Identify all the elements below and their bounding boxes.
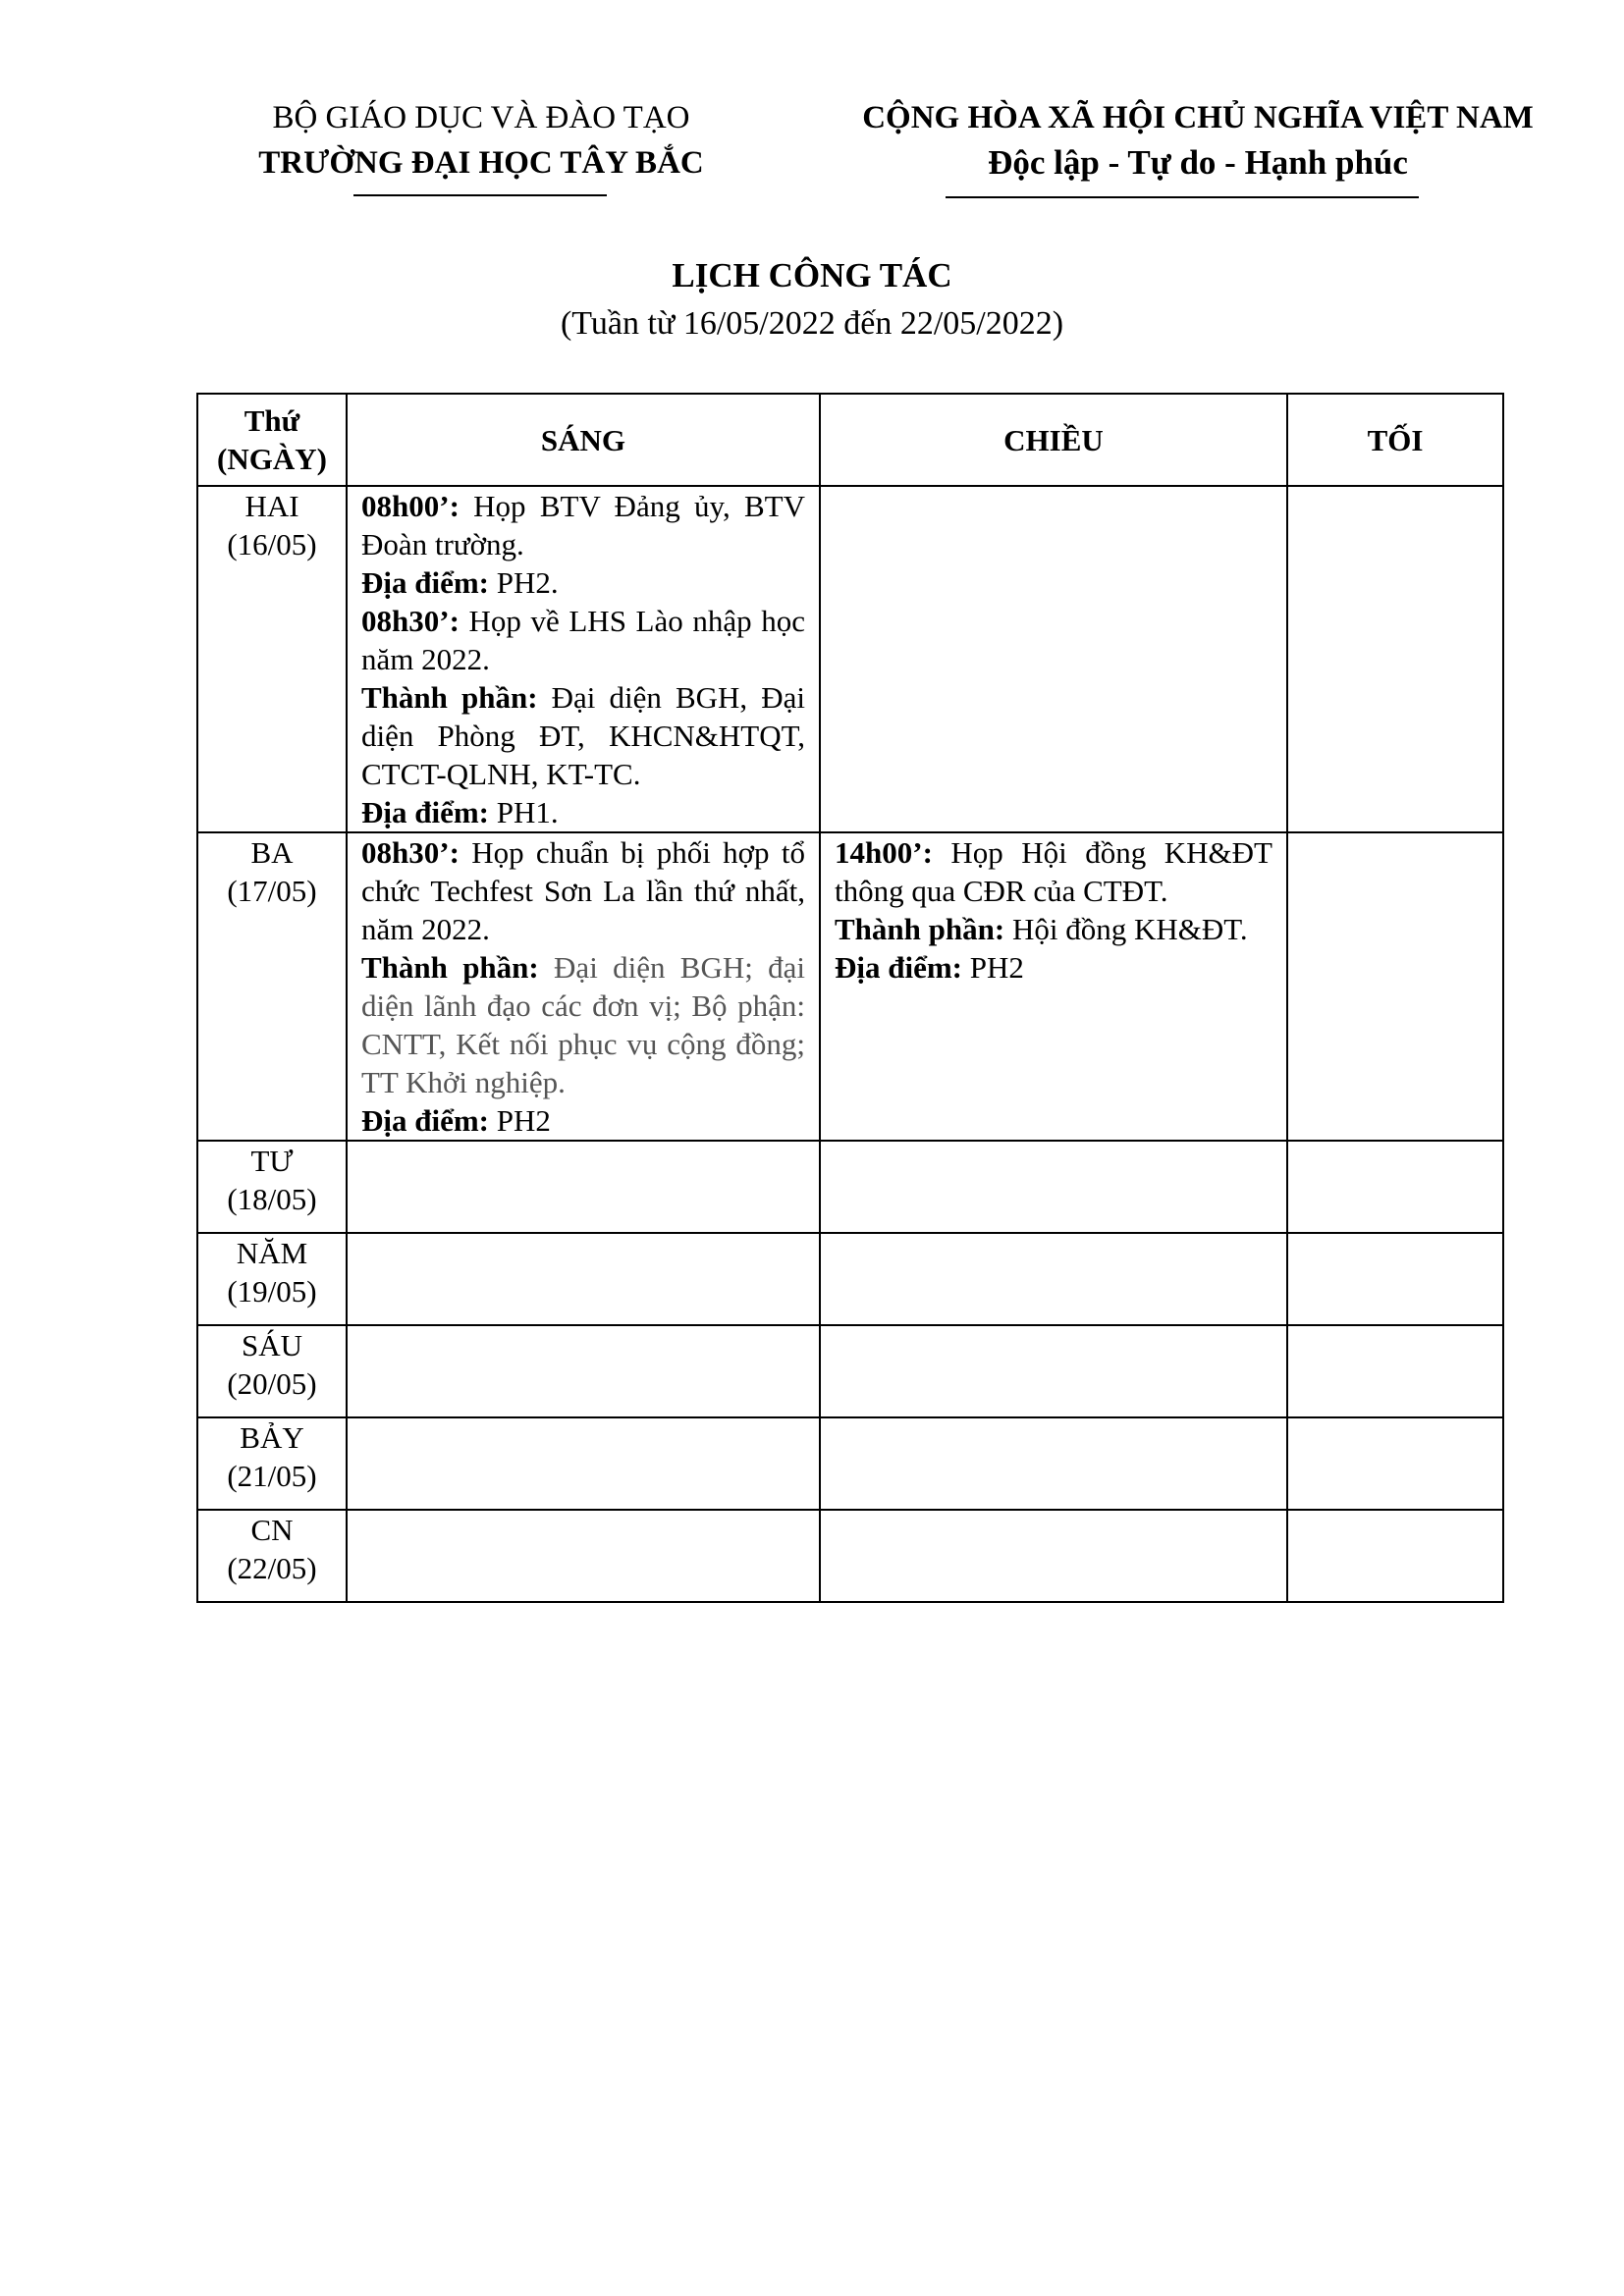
participants-value: Đại diện BGH, Đại diện Phòng ĐT, KHCN&HTQT, CTCT-QLNH, KT-TC. bbox=[361, 680, 806, 791]
afternoon-cell bbox=[820, 1325, 1287, 1417]
location-value: PH1. bbox=[489, 795, 559, 829]
schedule-table bbox=[196, 393, 1504, 1603]
header-date-label: (NGÀY) bbox=[217, 442, 327, 476]
day-name: TƯ bbox=[250, 1144, 294, 1178]
day-name: BA bbox=[250, 835, 294, 870]
national-motto: Độc lập - Tự do - Hạnh phúc bbox=[988, 143, 1408, 182]
location-label: Địa điểm: bbox=[361, 565, 490, 600]
table-row bbox=[197, 1233, 1503, 1325]
day-date: (17/05) bbox=[227, 874, 317, 908]
event-time: 08h30’: bbox=[361, 604, 460, 638]
evening-cell bbox=[1287, 1233, 1503, 1325]
table-row bbox=[197, 1510, 1503, 1602]
event-time: 08h00’: bbox=[361, 489, 460, 523]
event-location bbox=[361, 1101, 805, 1140]
event-time: 14h00’: bbox=[835, 835, 933, 870]
day-cell bbox=[197, 1417, 347, 1510]
page-title: LỊCH CÔNG TÁC bbox=[672, 256, 952, 294]
participants-label: Thành phần: bbox=[361, 950, 539, 985]
event-location bbox=[361, 793, 805, 831]
university-underline bbox=[353, 194, 607, 196]
national-header bbox=[815, 96, 1581, 187]
evening-cell bbox=[1287, 832, 1503, 1141]
afternoon-cell bbox=[820, 1233, 1287, 1325]
event-participants bbox=[835, 910, 1272, 948]
ministry-header bbox=[196, 96, 766, 187]
country-name: CỘNG HÒA XÃ HỘI CHỦ NGHĨA VIỆT NAM bbox=[862, 100, 1534, 135]
evening-cell bbox=[1287, 1141, 1503, 1233]
event-entry bbox=[361, 602, 805, 678]
day-name: HAI bbox=[244, 489, 299, 523]
location-label: Địa điểm: bbox=[361, 1103, 490, 1138]
afternoon-cell bbox=[820, 486, 1287, 832]
motto-underline bbox=[946, 196, 1419, 198]
afternoon-cell bbox=[820, 832, 1287, 1141]
participants-value: Hội đồng KH&ĐT. bbox=[1004, 912, 1248, 946]
day-date: (18/05) bbox=[227, 1182, 317, 1216]
header-day-label: Thứ bbox=[244, 403, 300, 438]
day-date: (22/05) bbox=[227, 1551, 317, 1585]
morning-cell bbox=[347, 1417, 820, 1510]
event-entry bbox=[361, 833, 805, 948]
day-date: (21/05) bbox=[227, 1459, 317, 1493]
evening-cell bbox=[1287, 1510, 1503, 1602]
location-value: PH2 bbox=[489, 1103, 551, 1138]
header-evening: TỐI bbox=[1287, 394, 1503, 486]
event-entry bbox=[361, 487, 805, 563]
location-label: Địa điểm: bbox=[361, 795, 490, 829]
table-row bbox=[197, 1417, 1503, 1510]
title-block bbox=[0, 251, 1624, 347]
afternoon-cell bbox=[820, 1510, 1287, 1602]
event-title: Họp chuẩn bị phối hợp tổ chức Techfest Sơn La lần thứ nhất, năm 2022. bbox=[361, 835, 805, 946]
event-participants bbox=[361, 948, 805, 1101]
event-title: Họp BTV Đảng ủy, BTV Đoàn trường. bbox=[361, 489, 805, 561]
day-cell bbox=[197, 832, 347, 1141]
day-date: (16/05) bbox=[227, 527, 317, 561]
event-time: 08h30’: bbox=[361, 835, 460, 870]
day-name: NĂM bbox=[236, 1236, 308, 1270]
evening-cell bbox=[1287, 1417, 1503, 1510]
table-row bbox=[197, 1141, 1503, 1233]
day-cell bbox=[197, 1141, 347, 1233]
table-row bbox=[197, 486, 1503, 832]
location-value: PH2 bbox=[962, 950, 1024, 985]
participants-value: Đại diện BGH; đại diện lãnh đạo các đơn vị; Bộ phận: CNTT, Kết nối phục vụ cộng đồng; TT Khởi nghiệp. bbox=[361, 950, 805, 1099]
day-name: CN bbox=[250, 1513, 294, 1547]
event-title: Họp về LHS Lào nhập học năm 2022. bbox=[361, 604, 805, 676]
afternoon-cell bbox=[820, 1141, 1287, 1233]
morning-cell bbox=[347, 1510, 820, 1602]
morning-cell bbox=[347, 1325, 820, 1417]
day-date: (20/05) bbox=[227, 1366, 317, 1401]
header-morning: SÁNG bbox=[347, 394, 820, 486]
afternoon-cell bbox=[820, 1417, 1287, 1510]
event-participants bbox=[361, 678, 805, 793]
day-cell bbox=[197, 486, 347, 832]
header-day bbox=[197, 394, 347, 486]
location-value: PH2. bbox=[489, 565, 559, 600]
event-location bbox=[835, 948, 1272, 987]
location-label: Địa điểm: bbox=[835, 950, 963, 985]
evening-cell bbox=[1287, 1325, 1503, 1417]
morning-cell bbox=[347, 1233, 820, 1325]
day-date: (19/05) bbox=[227, 1274, 317, 1308]
week-range: (Tuần từ 16/05/2022 đến 22/05/2022) bbox=[560, 305, 1064, 342]
morning-cell bbox=[347, 1141, 820, 1233]
morning-cell bbox=[347, 832, 820, 1141]
table-header-row bbox=[197, 394, 1503, 486]
event-entry bbox=[835, 833, 1272, 910]
header-afternoon: CHIỀU bbox=[820, 394, 1287, 486]
day-cell bbox=[197, 1233, 347, 1325]
event-title: Họp Hội đồng KH&ĐT thông qua CĐR của CTĐT. bbox=[835, 835, 1272, 908]
table-row bbox=[197, 1325, 1503, 1417]
table-row bbox=[197, 832, 1503, 1141]
event-location bbox=[361, 563, 805, 602]
university-name: TRƯỜNG ĐẠI HỌC TÂY BẮC bbox=[258, 145, 704, 181]
morning-cell bbox=[347, 486, 820, 832]
day-name: SÁU bbox=[241, 1328, 302, 1362]
evening-cell bbox=[1287, 486, 1503, 832]
day-cell bbox=[197, 1510, 347, 1602]
day-cell bbox=[197, 1325, 347, 1417]
participants-label: Thành phần: bbox=[835, 912, 1005, 946]
ministry-name: BỘ GIÁO DỤC VÀ ĐÀO TẠO bbox=[272, 100, 690, 135]
participants-label: Thành phần: bbox=[361, 680, 538, 715]
day-name: BẢY bbox=[240, 1420, 304, 1455]
